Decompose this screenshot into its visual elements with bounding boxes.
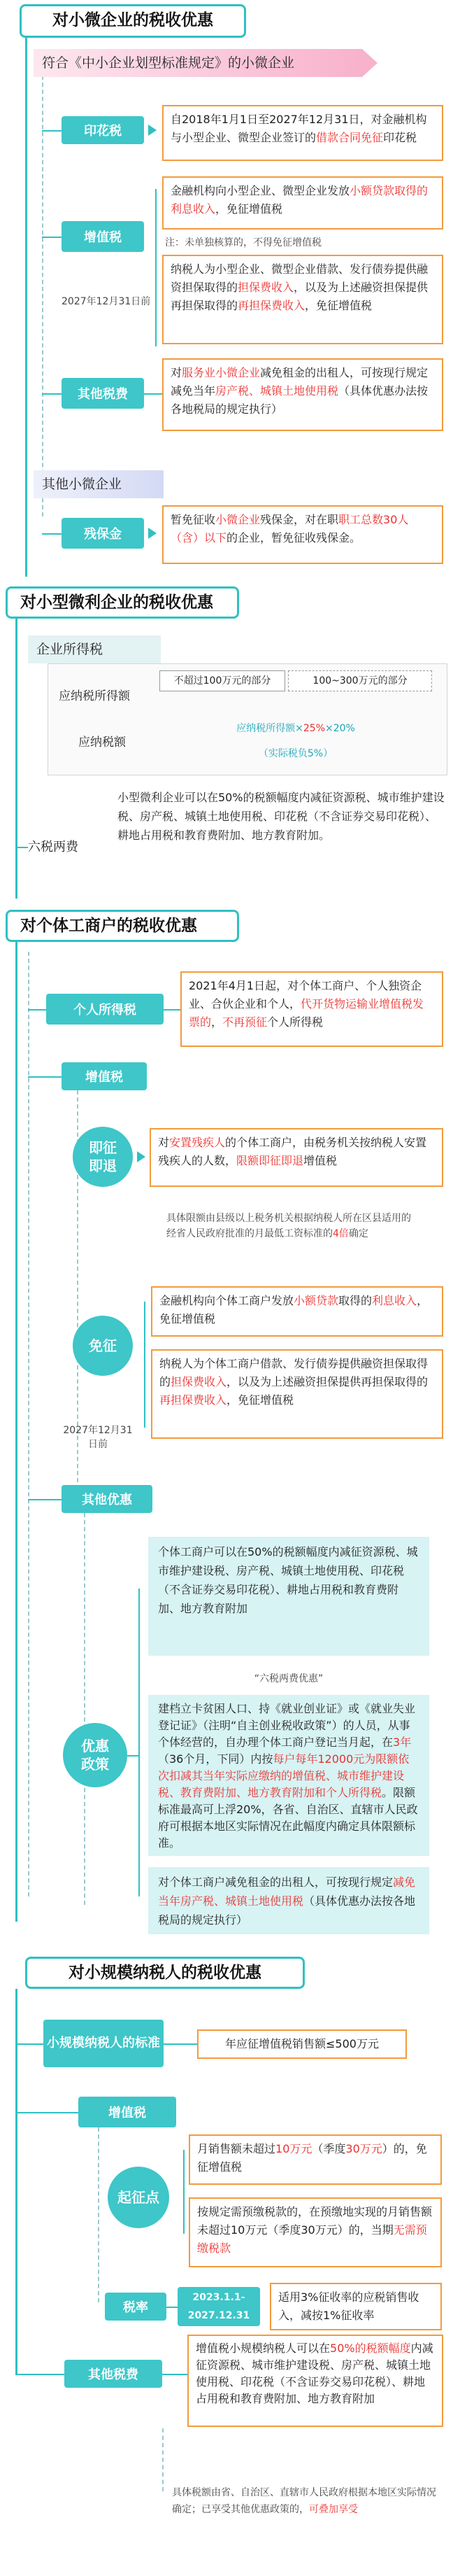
dashed-connector	[28, 952, 29, 1896]
immediate-refund-note: 具体限额由县级以上税务机关根据纳税人所在区县适用的经省人民政府批准的月最低工资标准的4倍确定	[166, 1213, 411, 1239]
exempt-loan-box: 金融机构向个体工商户发放小额贷款取得的利息收入，免征增值税	[151, 1286, 443, 1337]
tax-formula: 应纳税所得额×25%×20%	[236, 723, 355, 734]
stamp-duty-box: 自2018年1月1日至2027年12月31日，对金融机构与小型企业、微型企业签订的借款合同免征印花税	[162, 105, 443, 161]
connector	[164, 1009, 180, 1011]
dashed-connector	[42, 76, 43, 516]
connector	[42, 130, 62, 132]
label-exempt: 免征	[73, 1316, 133, 1376]
label-individual-other: 其他优惠	[62, 1485, 152, 1513]
vat-guarantee-box: 纳税人为小型企业、微型企业借款、发行债券提供融资担保取得的担保费收入，以及为上述融资担保提供再担保取得的再担保费收入，免征增值税	[162, 255, 443, 344]
label-stamp-duty: 印花税	[62, 116, 144, 144]
taxable-income-label: 应纳税所得额	[59, 689, 130, 703]
connector	[42, 393, 62, 395]
connector	[15, 942, 17, 1922]
policy-six-taxes-caption: “六税两费优惠”	[254, 1673, 324, 1684]
label-vat: 增值税	[62, 221, 144, 252]
section-title-text: 对小微企业的税收优惠	[52, 11, 213, 29]
connector	[15, 1989, 17, 2374]
threshold-monthly-box: 月销售额未超过10万元（季度30万元）的，免征增值税	[189, 2134, 442, 2185]
immediate-refund-box: 对安置残疾人的个体工商户，由税务机关按纳税人安置残疾人的人数，限额即征即退增值税	[150, 1128, 443, 1187]
arrow-right-icon	[148, 125, 157, 136]
six-taxes-two-fees-text: 小型微利企业可以在50%的税额幅度内减征资源税、城市维护建设税、房产税、城镇土地使用税、印花税（不含证券交易印花税）、耕地占用税和教育费附加、地方教育附加。	[117, 791, 445, 842]
footer-note: 具体税额由省、自治区、直辖市人民政府根据本地区实际情况确定；已享受其他优惠政策的，可叠加享受	[172, 2487, 436, 2515]
connector	[138, 1589, 140, 1896]
label-other-fees: 其他税费	[62, 378, 144, 409]
dashed-connector	[84, 1513, 85, 1905]
exempt-guarantee-box: 纳税人为个体工商户借款、发行债券提供融资担保取得的担保费收入，以及为上述融资担保提供再担保取得的再担保费收入，免征增值税	[151, 1349, 443, 1439]
vat-date-note: 2027年12月31日前	[62, 296, 151, 307]
arrow-right-icon	[137, 1151, 145, 1162]
connector	[127, 1755, 138, 1757]
range-up-to-1m: 不超过100万元的部分	[159, 670, 285, 691]
iit-box: 2021年4月1日起，对个体工商户、个人独资企业、合伙企业和个人，代开货物运输业增值税发票的，不再预征个人所得税	[180, 971, 443, 1047]
label-individual-vat: 增值税	[62, 1062, 147, 1090]
connector	[28, 1076, 62, 1078]
label-small-scale-other: 其他税费	[64, 2360, 162, 2388]
rate-period-badge: 2023.1.1-2027.12.31	[178, 2287, 260, 2326]
section-title-individual-business: 对个体工商户的税收优惠	[6, 910, 239, 942]
small-scale-other-box: 增值税小规模纳税人可以在50%的税额幅度内减征资源税、城市维护建设税、房产税、城镇土地使用税、印花税（不含证券交易印花税）、耕地占用税和教育费附加、地方教育附加	[187, 2335, 443, 2427]
policy-six-taxes-box: 个体工商户可以在50%的税额幅度内减征资源税、城市维护建设税、房产税、城镇土地使用税、印花税（不含证券交易印花税）、耕地占用税和教育费附加、地方教育附加	[148, 1537, 429, 1656]
section-title-small-micro	[20, 4, 246, 38]
connector	[28, 1499, 62, 1500]
connector	[155, 189, 157, 346]
connector	[15, 619, 17, 899]
connector	[166, 2307, 178, 2308]
section-title-small-profit: 对小型微利企业的税收优惠	[6, 586, 239, 619]
range-1m-to-3m: 100~300万元的部分	[288, 670, 432, 691]
label-preferential-policy: 优惠政策	[63, 1723, 127, 1787]
policy-entrepreneur-box: 建档立卡贫困人口、持《就业创业证》或《就业失业登记证》（注明“自主创业税收政策”）的人员，从事个体经营的，自办理个体工商户登记当月起，在3年（36个月，下同）内按每户每年12000元为限额依次扣减其当年实际应缴纳的增值税、城市维护建设税、教育费附加、地方教育附加和个人所得税。限额标准最高可上浮20%，各省、自治区、直辖市人民政府可根据本地区实际情况在此幅度内确定具体限额标准。	[148, 1695, 429, 1856]
label-taxpayer-standard: 小规模纳税人的标准	[43, 2020, 164, 2067]
connector	[15, 847, 28, 848]
policy-rent-relief-box: 对个体工商户减免租金的出租人，可按现行规定减免当年房产税、城镇土地使用税（具体优惠办法按各地税局的规定执行）	[148, 1867, 429, 1934]
dashed-connector	[162, 2428, 164, 2491]
connector	[42, 237, 62, 238]
connector	[15, 2043, 43, 2045]
connector	[144, 393, 162, 395]
label-disability-fund: 残保金	[62, 518, 144, 549]
actual-tax-burden: （实际税负5%）	[258, 748, 333, 759]
label-threshold: 起征点	[108, 2167, 169, 2228]
tab-qualified-small-micro: 符合《中小企业划型标准规定》的小微企业	[34, 49, 362, 77]
connector	[162, 2374, 187, 2375]
connector	[28, 1009, 46, 1011]
vat-note: 注：未单独核算的，不得免征增值税	[165, 237, 322, 248]
vat-loan-box: 金融机构向小型企业、微型企业发放小额贷款取得的利息收入，免征增值税	[162, 176, 443, 230]
connector	[15, 2374, 64, 2375]
six-taxes-two-fees-label: 六税两费	[28, 840, 78, 854]
connector	[25, 38, 27, 577]
tab-corporate-income-tax: 企业所得税	[28, 635, 161, 663]
label-tax-rate: 税率	[105, 2293, 166, 2321]
dashed-connector	[98, 2127, 99, 2302]
label-immediate-refund: 即征即退	[73, 1127, 133, 1187]
threshold-prepay-box: 按规定需预缴税款的，在预缴地实现的月销售额未超过10万元（季度30万元）的，当期无需预缴税款	[189, 2197, 442, 2267]
tab-other-small-micro: 其他小微企业	[34, 470, 164, 498]
connector	[144, 1302, 145, 1428]
connector	[42, 533, 62, 535]
disability-fund-box: 暂免征收小微企业残保金，对在职职工总数30人（含）以下的企业，暂免征收残保金。	[162, 505, 443, 564]
connector	[183, 2150, 185, 2234]
exempt-date-note: 2027年12月31日前	[63, 1425, 133, 1450]
label-iit: 个人所得税	[46, 994, 164, 1025]
rate-reduction-box: 适用3%征收率的应税销售收入，减按1%征收率	[270, 2283, 442, 2330]
other-fees-box: 对服务业小微企业减免租金的出租人，可按现行规定减免当年房产税、城镇土地使用税（具体优惠办法按各地税局的规定执行）	[162, 358, 443, 431]
arrow-right-icon	[148, 528, 157, 539]
connector	[164, 2043, 197, 2045]
tax-payable-label: 应纳税额	[78, 736, 126, 749]
section-title-small-scale-taxpayer: 对小规模纳税人的税收优惠	[25, 1957, 305, 1989]
taxpayer-standard-box: 年应征增值税销售额≤500万元	[197, 2029, 407, 2059]
connector	[15, 2112, 78, 2113]
label-small-scale-vat: 增值税	[78, 2097, 176, 2127]
